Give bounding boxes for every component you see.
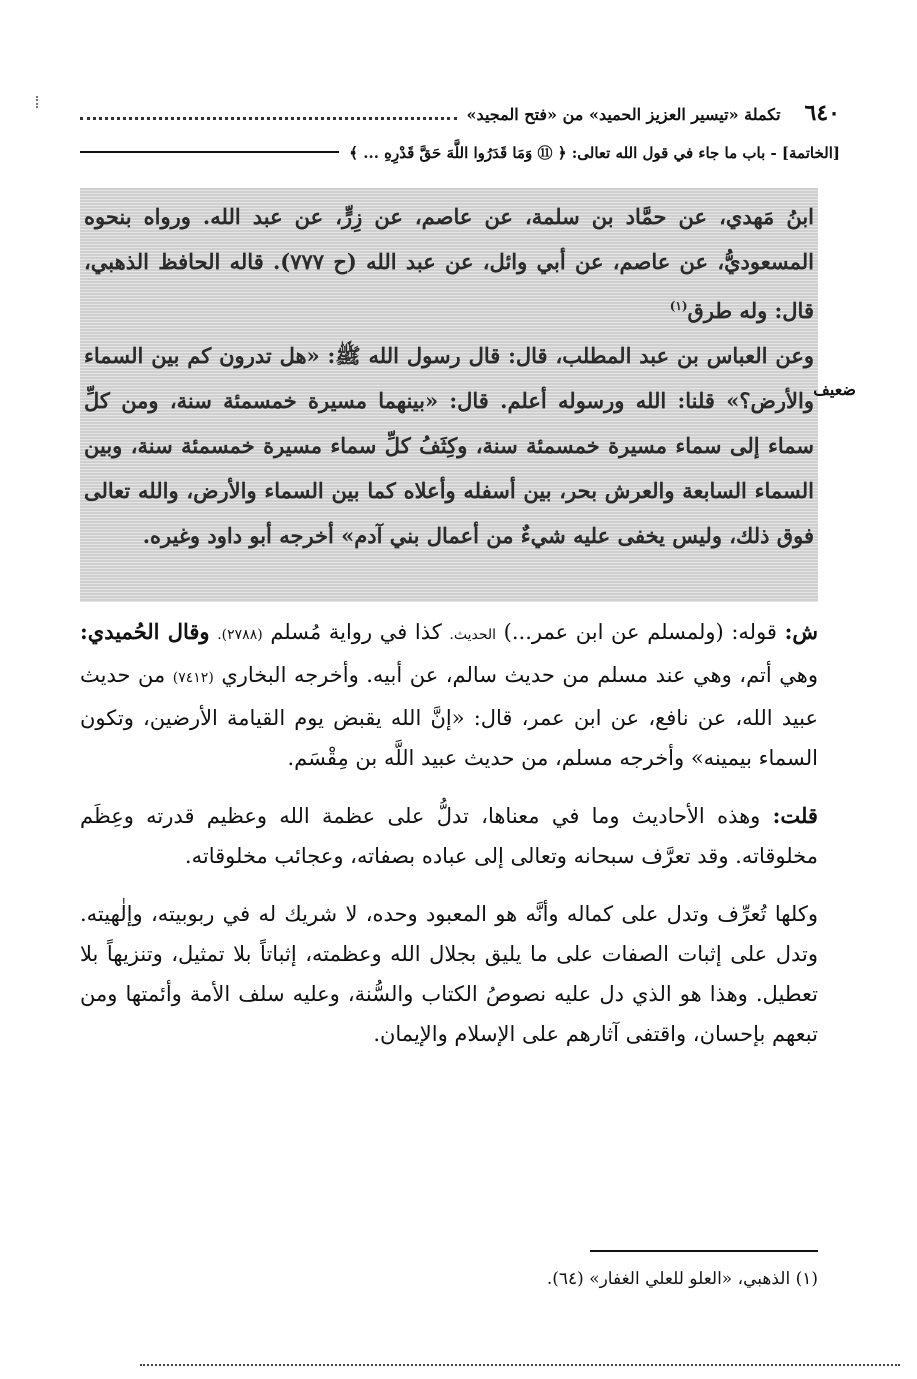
header-title-line: [80, 100, 840, 136]
chapter-title: [الخاتمة] - باب ما جاء في قول الله تعالى: ﴿ ⑪ وَمَا قَدَرُوا اللَّهَ حَقَّ قَدْرِهِ ... ﴾: [349, 143, 840, 162]
shaded-hadith-block: [80, 188, 818, 602]
running-header: [80, 100, 840, 168]
hadith-paragraph-1: [84, 194, 814, 333]
text-span: وهي أتم، وهي عند مسلم من حديث سالم، عن أبيه. وأخرجه البخاري: [221, 663, 818, 687]
commentary-paragraph-1: [80, 612, 818, 778]
footnote: (١) الذهبي، «العلو للعلي الغفار» (٦٤).: [546, 1269, 818, 1289]
text-span: قوله: (ولمسلم عن ابن عمر...): [503, 620, 777, 644]
sharh-label: ش:: [784, 619, 819, 644]
text-span: وهذه الأحاديث وما في معناها، تدلُّ على عظمة الله وعظيم قدرته وعِظَم مخلوقاته. وقد تعرَّف سبحانه وتعالى إلى عباده بصفاته، وعجائب مخلوقاته.: [80, 804, 818, 868]
margin-mark: [36, 96, 40, 108]
footnote-marker: (١): [669, 299, 688, 313]
header-chapter-line: [80, 136, 840, 168]
qultu-label: قلت:: [772, 803, 818, 828]
text-span: من حديث عبيد الله، عن نافع، عن ابن عمر، قال: «إنَّ الله يقبض يوم القيامة الأرضين، وتكون السماء بيمينه» وأخرجه مسلم، من حديث عبيد اللَّه بن مِقْسَم.: [80, 663, 818, 770]
grading-margin-note: ضعيف: [813, 380, 856, 399]
text-span-small: الحديث.: [449, 627, 497, 643]
bold-span: وقال الحُميدي:: [80, 619, 210, 644]
text-span: كذا في رواية مُسلم: [270, 620, 442, 644]
header-dotted-leader: [80, 105, 457, 120]
commentary-paragraph-3: وكلها تُعرِّف وتدل على كماله وأنَّه هو المعبود وحده، لا شريك له في ربوبيته، وإلٰهيته. وتدل على إثبات الصفات على ما يليق بجلال الله وعظمته، إثباتاً بلا تمثيل، وتنزيهاً بلا تعطيل. وهذا هو الذي دل عليه نصوصُ الكتاب والسُّنة، وعليه سلف الأمة وأئمتها ومن تبعهم بإحسان، واقتفى آثارهم على الإسلام والإيمان.: [80, 902, 819, 1046]
page-number: ٦٤٠: [804, 100, 840, 126]
footnote-separator: [590, 1250, 818, 1252]
hadith-number: (٢٧٨٨).: [217, 627, 263, 643]
hadith-paragraph-2: وعن العباس بن عبد المطلب، قال: قال رسول الله ﷺ: «هل تدرون كم بين السماء والأرض؟» قلنا: الله ورسوله أعلم. قال: «بينهما مسيرة خمسمئة سنة، ومن كلِّ سماء إلى سماء مسيرة خمسمئة سنة، وكِثَفُ كلِّ سماء مسيرة خمسمئة سنة، وبين السماء السابعة والعرش بحر، بين أسفله وأعلاه كما بين السماء والأرض، والله تعالى فوق ذلك، وليس يخفى عليه شيءٌ من أعمال بني آدم» أخرجه أبو داود وغيره.: [84, 343, 814, 548]
hadith-number: (٧٤١٢): [172, 670, 214, 686]
running-title: تكملة «تيسير العزيز الحميد» من «فتح المجيد»: [466, 105, 781, 124]
header-rule: [80, 151, 339, 153]
bottom-dotted-rule: [140, 1364, 900, 1366]
hadith-paragraph-1-text: ابنُ مَهدي، عن حمَّاد بن سلمة، عن عاصم، عن زِرٍّ، عن عبد الله. ورواه بنحوه المسعوديُّ، عن عاصم، عن أبي وائل، عن عبد الله (ح ٧٧٧). قاله الحافظ الذهبي، قال: وله طرق: [84, 204, 814, 323]
commentary-paragraph-2: [80, 796, 818, 876]
commentary-body: [80, 612, 818, 1072]
